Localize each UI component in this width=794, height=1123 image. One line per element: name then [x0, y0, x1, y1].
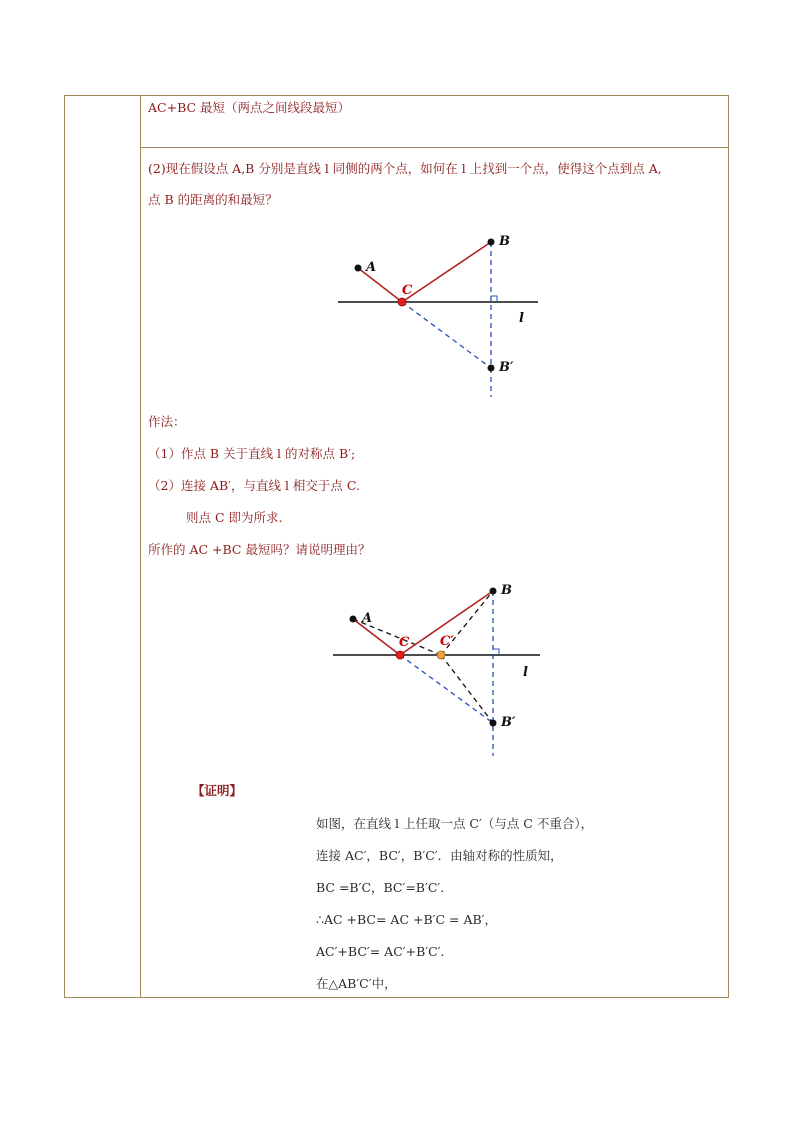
- label-b-prime: B′: [499, 360, 514, 375]
- row1-text: AC+BC 最短（两点之间线段最短）: [148, 100, 351, 115]
- proof-line-4: ∴AC +BC= AC +B′C = AB′，: [316, 912, 498, 927]
- figure-1-diagram: [330, 230, 550, 400]
- right-angle-mark: [493, 649, 499, 655]
- label-b: B: [501, 583, 512, 598]
- proof-line-6: 在△AB′C′中，: [316, 976, 397, 991]
- proof-title: 【证明】: [192, 783, 243, 798]
- point-c: [398, 298, 406, 306]
- point-b: [488, 239, 495, 246]
- point-a: [350, 616, 357, 623]
- proof-line-3: BC =B′C，BC′=B′C′．: [316, 880, 453, 895]
- segment-cb: [402, 242, 491, 302]
- method-question: 所作的 AC +BC 最短吗？请说明理由？: [148, 542, 371, 557]
- method-step-1: （1）作点 B 关于直线 l 的对称点 B′;: [148, 446, 356, 461]
- label-c: C: [399, 635, 410, 650]
- label-l: l: [519, 311, 524, 326]
- label-b: B: [499, 234, 510, 249]
- segment-ac: [353, 619, 400, 655]
- point-c-prime: [437, 651, 445, 659]
- table-column-divider: [140, 95, 141, 998]
- label-l: l: [523, 665, 528, 680]
- proof-line-2: 连接 AC′，BC′，B′C′．由轴对称的性质知，: [316, 848, 563, 863]
- figure-2-diagram: [325, 580, 550, 760]
- proof-line-5: AC′+BC′= AC′+B′C′．: [316, 944, 453, 959]
- dash-cprime-bprime: [441, 655, 493, 723]
- problem-line-1: (2)现在假设点 A,B 分别是直线 l 同侧的两个点，如何在 l 上找到一个点，使得这个点到点 A,: [148, 161, 662, 176]
- label-a: A: [366, 260, 377, 275]
- right-angle-mark: [491, 296, 497, 302]
- method-title: 作法：: [148, 414, 186, 429]
- label-b-prime: B′: [501, 715, 516, 730]
- dash-c-bprime: [402, 302, 491, 368]
- point-c: [396, 651, 404, 659]
- point-b: [490, 588, 497, 595]
- problem-line-2: 点 B 的距离的和最短？: [148, 192, 278, 207]
- method-step-2: （2）连接 AB′，与直线 l 相交于点 C.: [148, 478, 360, 493]
- segment-ac: [358, 268, 402, 302]
- label-c: C: [402, 283, 413, 298]
- method-step-3: 则点 C 即为所求.: [186, 510, 283, 525]
- proof-line-1: 如图，在直线 l 上任取一点 C′（与点 C 不重合），: [316, 816, 594, 831]
- table-row-divider: [140, 147, 729, 148]
- label-c-prime: C′: [440, 634, 454, 649]
- point-b-prime: [490, 720, 497, 727]
- dash-c-bprime: [400, 655, 493, 723]
- point-a: [355, 265, 362, 272]
- point-b-prime: [488, 365, 495, 372]
- label-a: A: [362, 611, 373, 626]
